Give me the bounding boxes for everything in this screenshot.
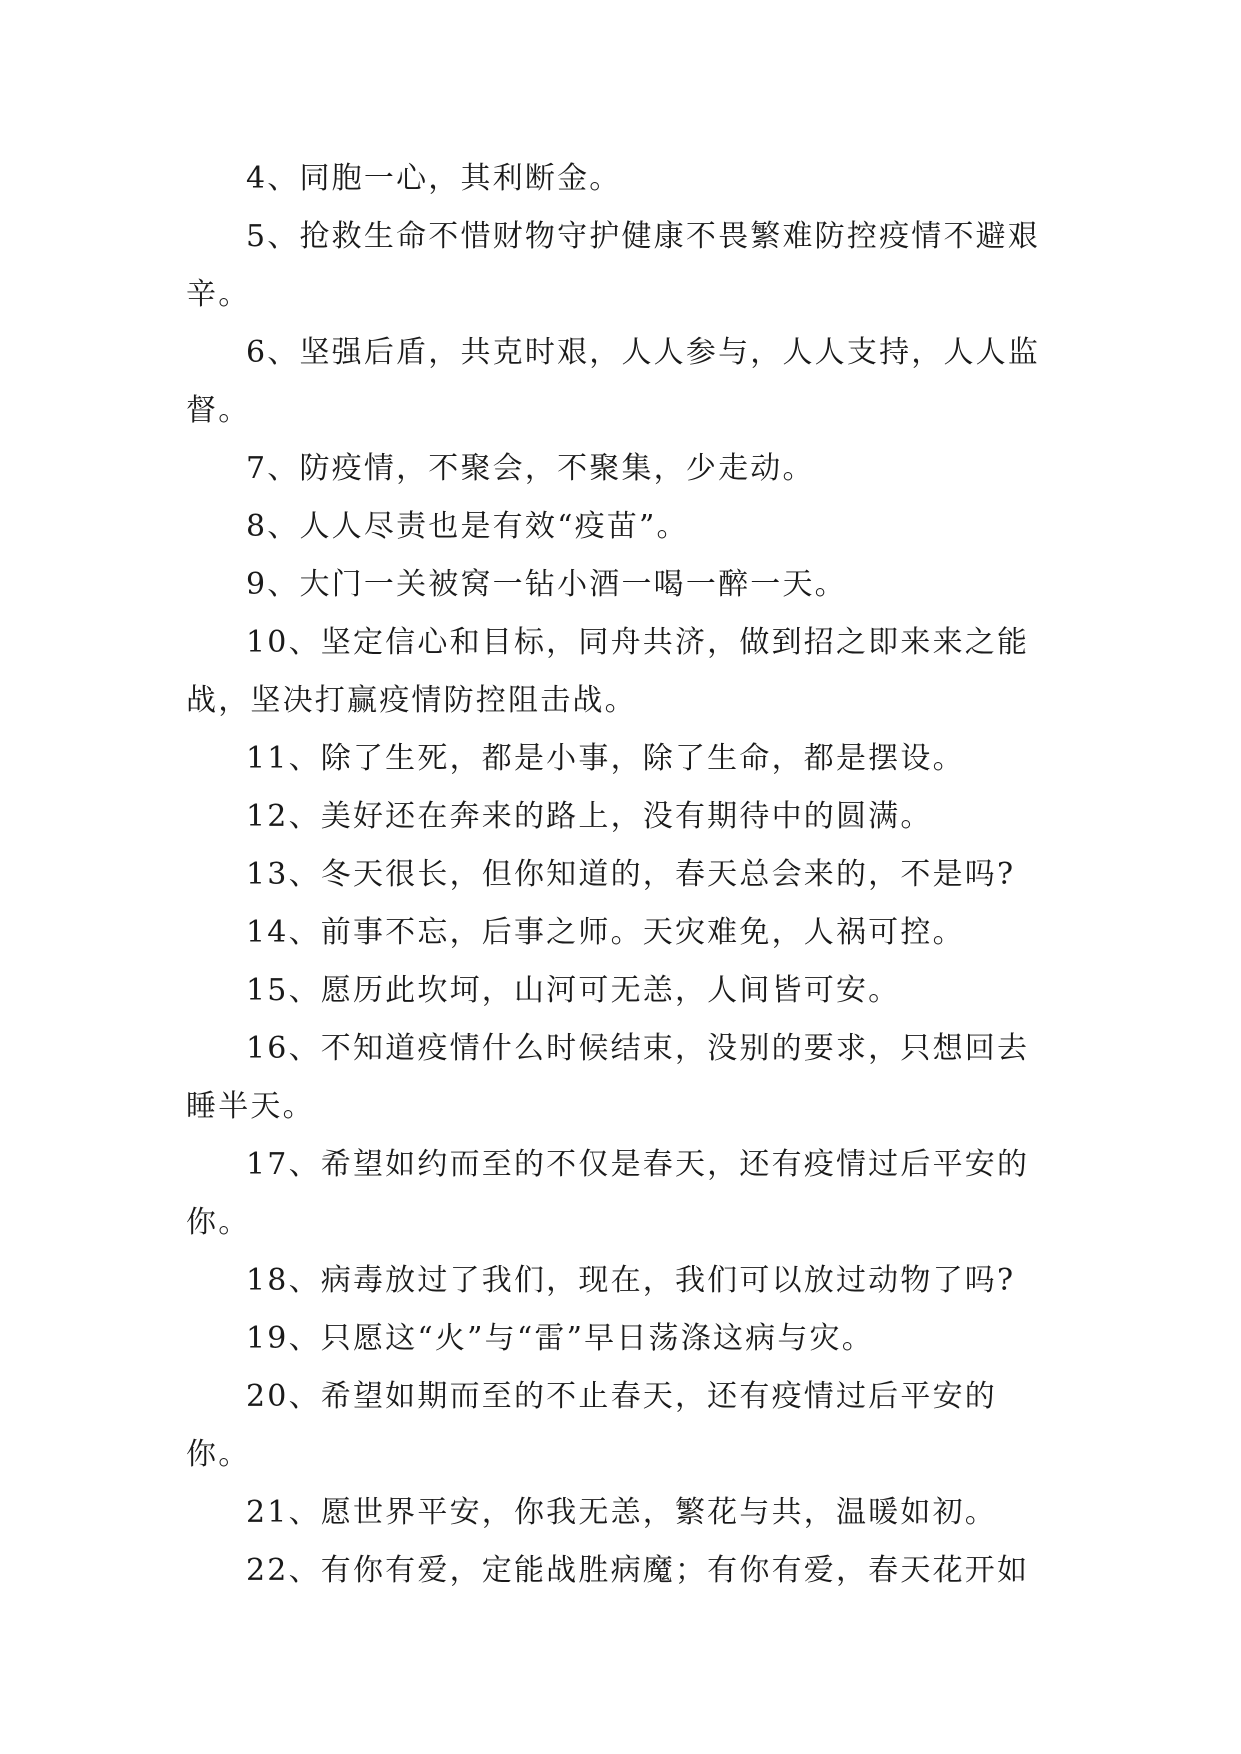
document-body — [186, 150, 1058, 1600]
paragraph-8: 8、人人尽责也是有效“疫苗”。 — [246, 509, 689, 544]
paragraph-13: 13、冬天很长，但你知道的，春天总会来的，不是吗? — [246, 857, 1016, 892]
paragraph-14: 14、前事不忘，后事之师。天灾难免，人祸可控。 — [246, 915, 965, 950]
paragraph-15: 15、愿历此坎坷，山河可无恙，人间皆可安。 — [246, 973, 901, 1008]
paragraph-18: 18、病毒放过了我们，现在，我们可以放过动物了吗? — [246, 1263, 1016, 1298]
paragraph-19: 19、只愿这“火”与“雷”早日荡涤这病与灾。 — [246, 1321, 874, 1356]
paragraph-12: 12、美好还在奔来的路上，没有期待中的圆满。 — [246, 799, 933, 834]
paragraph-21: 21、愿世界平安，你我无恙，繁花与共，温暖如初。 — [246, 1495, 997, 1530]
paragraph-4: 4、同胞一心，其利断金。 — [246, 161, 622, 196]
paragraph-7: 7、防疫情，不聚会，不聚集，少走动。 — [246, 451, 815, 486]
paragraph-11: 11、除了生死，都是小事，除了生命，都是摆设。 — [246, 741, 965, 776]
paragraph-22: 22、有你有爱，定能战胜病魔；有你有爱，春天花开如 — [246, 1553, 1030, 1588]
paragraph-20: 20、希望如期而至的不止春天，还有疫情过后平安的你。 — [186, 1379, 997, 1472]
paragraph-5: 5、抢救生命不惜财物守护健康不畏繁难防控疫情不避艰辛。 — [186, 219, 1041, 312]
paragraph-6: 6、坚强后盾，共克时艰，人人参与，人人支持，人人监督。 — [186, 335, 1041, 428]
paragraph-16: 16、不知道疫情什么时候结束，没别的要求，只想回去睡半天。 — [186, 1031, 1030, 1124]
paragraph-10: 10、坚定信心和目标，同舟共济，做到招之即来来之能战，坚决打赢疫情防控阻击战。 — [186, 625, 1030, 718]
paragraph-17: 17、希望如约而至的不仅是春天，还有疫情过后平安的你。 — [186, 1147, 1030, 1240]
paragraph-9: 9、大门一关被窝一钻小酒一喝一醉一天。 — [246, 567, 847, 602]
